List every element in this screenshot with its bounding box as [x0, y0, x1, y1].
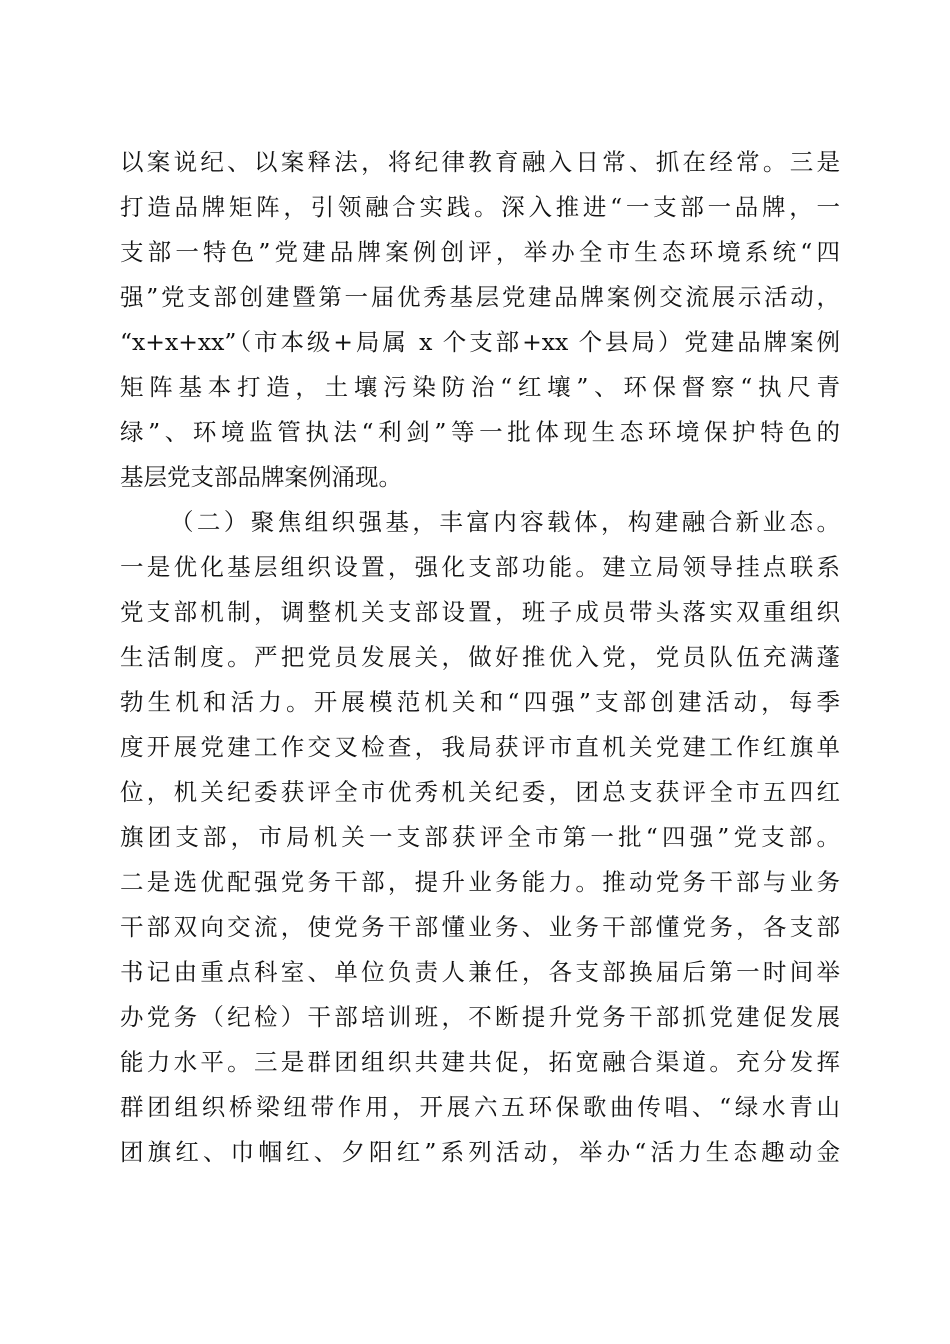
text-line: 勃生机和活力。开展模范机关和“四强”支部创建活动，每季: [120, 688, 840, 716]
text-line: 生活制度。严把党员发展关，做好推优入党，党员队伍充满蓬: [120, 643, 840, 671]
text-line: 以案说纪、以案释法，将纪律教育融入日常、抓在经常。三是: [120, 148, 840, 176]
text-line: 干部双向交流，使党务干部懂业务、业务干部懂党务，各支部: [120, 913, 840, 941]
text-line: 党支部机制，调整机关支部设置，班子成员带头落实双重组织: [120, 598, 840, 626]
text-line: 办党务（纪检）干部培训班，不断提升党务干部抓党建促发展: [120, 1003, 840, 1031]
text-line: 群团组织桥梁纽带作用，开展六五环保歌曲传唱、“绿水青山: [120, 1093, 840, 1121]
text-line: 书记由重点科室、单位负责人兼任，各支部换届后第一时间举: [120, 958, 840, 986]
text-line: 团旗红、巾帼红、夕阳红”系列活动，举办“活力生态趣动金: [120, 1138, 840, 1166]
text-line: 能力水平。三是群团组织共建共促，拓宽融合渠道。充分发挥: [120, 1048, 840, 1076]
text-line: “x+x+xx”（市本级+局属 x 个支部+xx 个县局）党建品牌案例: [120, 328, 840, 356]
text-line: 度开展党建工作交叉检查，我局获评市直机关党建工作红旗单: [120, 733, 840, 761]
text-line: 基层党支部品牌案例涌现。: [120, 463, 402, 491]
body-text: [120, 140, 840, 1175]
text-line: 二是选优配强党务干部，提升业务能力。推动党务干部与业务: [120, 868, 840, 896]
text-line: 矩阵基本打造，土壤污染防治“红壤”、环保督察“执尺青: [120, 373, 840, 401]
text-line: 打造品牌矩阵，引领融合实践。深入推进“一支部一品牌，一: [120, 193, 840, 221]
text-line: 强”党支部创建暨第一届优秀基层党建品牌案例交流展示活动，: [120, 283, 840, 311]
text-line: 旗团支部，市局机关一支部获评全市第一批“四强”党支部。: [120, 823, 840, 851]
section-heading: （二）聚焦组织强基，丰富内容载体，构建融合新业态。: [170, 508, 840, 536]
text-line: 支部一特色”党建品牌案例创评，举办全市生态环境系统“四: [120, 238, 840, 266]
text-line: 位，机关纪委获评全市优秀机关纪委，团总支获评全市五四红: [120, 778, 840, 806]
text-line: 绿”、环境监管执法“利剑”等一批体现生态环境保护特色的: [120, 418, 840, 446]
text-line: 一是优化基层组织设置，强化支部功能。建立局领导挂点联系: [120, 553, 840, 581]
